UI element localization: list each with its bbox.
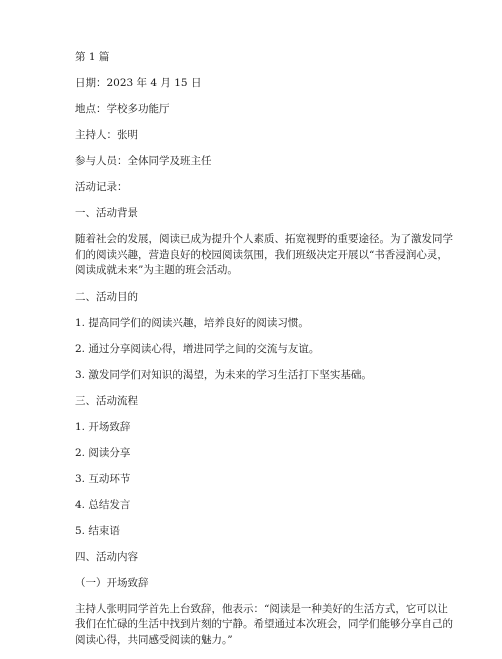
chapter-heading: 第 1 篇 <box>75 51 110 63</box>
section-purpose-title: 二、活动目的 <box>75 290 138 303</box>
section-flow-title: 三、活动流程 <box>75 394 138 407</box>
goal-item: 2. 通过分享阅读心得，增进同学之间的交流与友谊。 <box>75 342 320 355</box>
goal-item: 1. 提高同学们的阅读兴趣，培养良好的阅读习惯。 <box>75 316 309 329</box>
paragraph-line: 我们在忙碌的生活中找到片刻的宁静。希望通过本次班会，同学们能够分享自己的 <box>75 618 453 630</box>
date-line: 日期：2023 年 4 月 15 日 <box>75 77 202 89</box>
subsection-opening-title: （一）开场致辞 <box>75 576 149 589</box>
host-line: 主持人：张明 <box>75 129 138 141</box>
paragraph-line: 阅读成就未来”为主题的班会活动。 <box>75 264 238 276</box>
section-background-body <box>75 232 453 279</box>
goal-item: 3. 激发同学们对知识的渴望，为未来的学习生活打下坚实基础。 <box>75 368 372 381</box>
location-line: 地点：学校多功能厅 <box>75 103 170 115</box>
section-background-title: 一、活动背景 <box>75 207 138 219</box>
record-label: 活动记录： <box>75 181 128 193</box>
participants-line: 参与人员：全体同学及班主任 <box>75 155 212 167</box>
flow-item: 5. 结束语 <box>75 524 120 537</box>
flow-item: 3. 互动环节 <box>75 472 131 485</box>
paragraph-line: 随着社会的发展，阅读已成为提升个人素质、拓宽视野的重要途径。为了激发同学 <box>75 233 453 245</box>
subsection-opening-body <box>75 602 453 649</box>
flow-item: 2. 阅读分享 <box>75 446 131 459</box>
paragraph-line: 主持人张明同学首先上台致辞，他表示：“阅读是一种美好的生活方式，它可以让 <box>75 602 448 615</box>
flow-item: 1. 开场致辞 <box>75 420 131 433</box>
paragraph-line: 们的阅读兴趣，营造良好的校园阅读氛围，我们班级决定开展以“书香浸润心灵， <box>75 248 448 261</box>
document-page <box>75 50 453 659</box>
flow-item: 4. 总结发言 <box>75 498 131 511</box>
section-content-title: 四、活动内容 <box>75 550 138 563</box>
paragraph-line: 阅读心得，共同感受阅读的魅力。” <box>75 633 233 646</box>
